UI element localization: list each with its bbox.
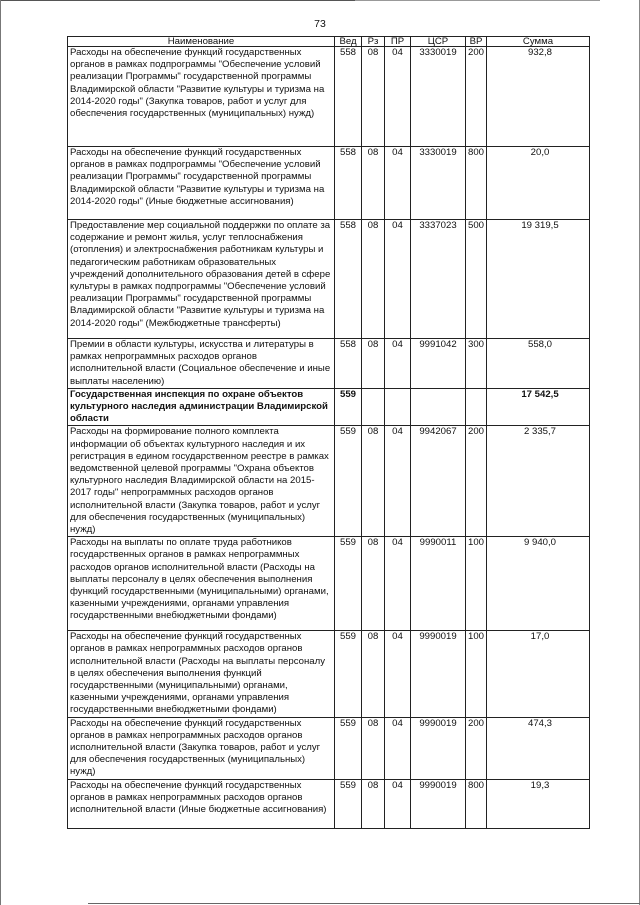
cell-vr: 200 (466, 717, 487, 779)
cell-rz: 08 (362, 220, 385, 339)
budget-table (67, 36, 590, 829)
table-row (68, 426, 590, 537)
cell-rz: 08 (362, 147, 385, 220)
cell-rz: 08 (362, 339, 385, 389)
table-row (68, 220, 590, 339)
cell-ved: 559 (335, 426, 362, 537)
header-sum: Сумма (487, 37, 590, 47)
cell-sum: 9 940,0 (487, 537, 590, 631)
cell-pr: 04 (385, 537, 411, 631)
cell-csr: 9990019 (411, 631, 466, 717)
table-row (68, 717, 590, 779)
cell-csr: 9942067 (411, 426, 466, 537)
cell-sum: 17,0 (487, 631, 590, 717)
cell-name: Предоставление мер социальной поддержки по оплате за содержание и ремонт жилья, услуг теплоснабжения (отопления) и электроснабжения работникам культуры и педагогическим работникам образовательных учреждений дополнительного образования детей в сфере культуры в рамках подпрограммы "Обеспечение условий реализации Программы" государственной программы Владимирской области "Развитие культуры и туризма на 2014-2020 годы" (Межбюджетные трансферты) (68, 220, 335, 339)
table-row (68, 339, 590, 389)
cell-ved: 558 (335, 339, 362, 389)
cell-csr: 3337023 (411, 220, 466, 339)
cell-name: Расходы на выплаты по оплате труда работников государственных органов в рамках непрограммных расходов органов исполнительной власти (Расходы на выплаты персоналу в целях обеспечения выполнения функций государственными (муниципальными) органами, казенными учреждениями, органами управления государственными внебюджетными фондами) (68, 537, 335, 631)
cell-vr: 500 (466, 220, 487, 339)
cell-name: Премии в области культуры, искусства и литературы в рамках непрограммных расходов органов исполнительной власти (Социальное обеспечение и иные выплаты населению) (68, 339, 335, 389)
cell-csr: 3330019 (411, 47, 466, 147)
cell-name: Расходы на обеспечение функций государственных органов в рамках подпрограммы "Обеспечение условий реализации Программы" государственной программы Владимирской области "Развитие культуры и туризма на 2014-2020 годы" (Иные бюджетные ассигнования) (68, 147, 335, 220)
header-ved: Вед (335, 37, 362, 47)
cell-vr: 800 (466, 147, 487, 220)
cell-vr: 200 (466, 47, 487, 147)
scan-edge-bottom (88, 903, 640, 904)
cell-rz: 08 (362, 47, 385, 147)
cell-sum: 474,3 (487, 717, 590, 779)
cell-name: Расходы на обеспечение функций государственных органов в рамках непрограммных расходов органов исполнительной власти (Расходы на выплаты персоналу в целях обеспечения выполнения функций государственными (муниципальными) органами, казенными учреждениями, органами управления государственными внебюджетными фондами) (68, 631, 335, 717)
cell-pr: 04 (385, 426, 411, 537)
header-pr: ПР (385, 37, 411, 47)
cell-pr: 04 (385, 47, 411, 147)
cell-sum: 932,8 (487, 47, 590, 147)
cell-vr: 300 (466, 339, 487, 389)
cell-csr: 9990019 (411, 717, 466, 779)
header-vr: ВР (466, 37, 487, 47)
header-rz: Рз (362, 37, 385, 47)
cell-name: Расходы на обеспечение функций государственных органов в рамках подпрограммы "Обеспечение условий реализации Программы" государственной программы Владимирской области "Развитие культуры и туризма на 2014-2020 годы" (Закупка товаров, работ и услуг для обеспечения государственных (муниципальных) нужд) (68, 47, 335, 147)
header-row (68, 37, 590, 47)
cell-csr: 9991042 (411, 339, 466, 389)
cell-rz: 08 (362, 779, 385, 828)
cell-sum: 558,0 (487, 339, 590, 389)
cell-ved: 559 (335, 388, 362, 426)
scan-edge-left (0, 0, 1, 905)
cell-vr: 100 (466, 537, 487, 631)
cell-name: Расходы на формирование полного комплекта информации об объектах культурного наследия и их регистрация в едином государственном реестре в рамках ведомственной целевой программы "Охрана объектов культурного наследия Владимирской области на 2015-2017 годы" непрограммных расходов органов исполнительной власти (Закупка товаров, работ и услуг для обеспечения государственных (муниципальных) нужд) (68, 426, 335, 537)
cell-pr: 04 (385, 779, 411, 828)
cell-ved: 559 (335, 631, 362, 717)
cell-vr: 100 (466, 631, 487, 717)
cell-name: Государственная инспекция по охране объектов культурного наследия администрации Владимирской области (68, 388, 335, 426)
cell-pr (385, 388, 411, 426)
cell-pr: 04 (385, 147, 411, 220)
cell-sum: 20,0 (487, 147, 590, 220)
table-row (68, 779, 590, 828)
cell-name: Расходы на обеспечение функций государственных органов в рамках непрограммных расходов органов исполнительной власти (Закупка товаров, работ и услуг для обеспечения государственных (муниципальных) нужд) (68, 717, 335, 779)
cell-ved: 559 (335, 537, 362, 631)
cell-rz (362, 388, 385, 426)
cell-pr: 04 (385, 717, 411, 779)
scan-edge-top-light (355, 0, 600, 1)
cell-pr: 04 (385, 220, 411, 339)
table-row-department (68, 388, 590, 426)
cell-rz: 08 (362, 717, 385, 779)
cell-rz: 08 (362, 426, 385, 537)
cell-csr: 9990011 (411, 537, 466, 631)
table-row (68, 631, 590, 717)
page-number: 73 (314, 18, 326, 30)
cell-sum: 2 335,7 (487, 426, 590, 537)
cell-csr: 9990019 (411, 779, 466, 828)
cell-sum: 19 319,5 (487, 220, 590, 339)
cell-name: Расходы на обеспечение функций государственных органов в рамках непрограммных расходов органов исполнительной власти (Иные бюджетные ассигнования) (68, 779, 335, 828)
cell-ved: 559 (335, 779, 362, 828)
cell-ved: 558 (335, 147, 362, 220)
cell-vr: 800 (466, 779, 487, 828)
cell-rz: 08 (362, 631, 385, 717)
header-csr: ЦСР (411, 37, 466, 47)
cell-vr: 200 (466, 426, 487, 537)
header-name: Наименование (68, 37, 335, 47)
table-row (68, 147, 590, 220)
cell-sum: 17 542,5 (487, 388, 590, 426)
table-row (68, 537, 590, 631)
cell-vr (466, 388, 487, 426)
cell-csr: 3330019 (411, 147, 466, 220)
cell-ved: 558 (335, 47, 362, 147)
cell-pr: 04 (385, 339, 411, 389)
table-row (68, 47, 590, 147)
cell-csr (411, 388, 466, 426)
cell-pr: 04 (385, 631, 411, 717)
cell-rz: 08 (362, 537, 385, 631)
cell-ved: 558 (335, 220, 362, 339)
cell-sum: 19,3 (487, 779, 590, 828)
cell-ved: 559 (335, 717, 362, 779)
